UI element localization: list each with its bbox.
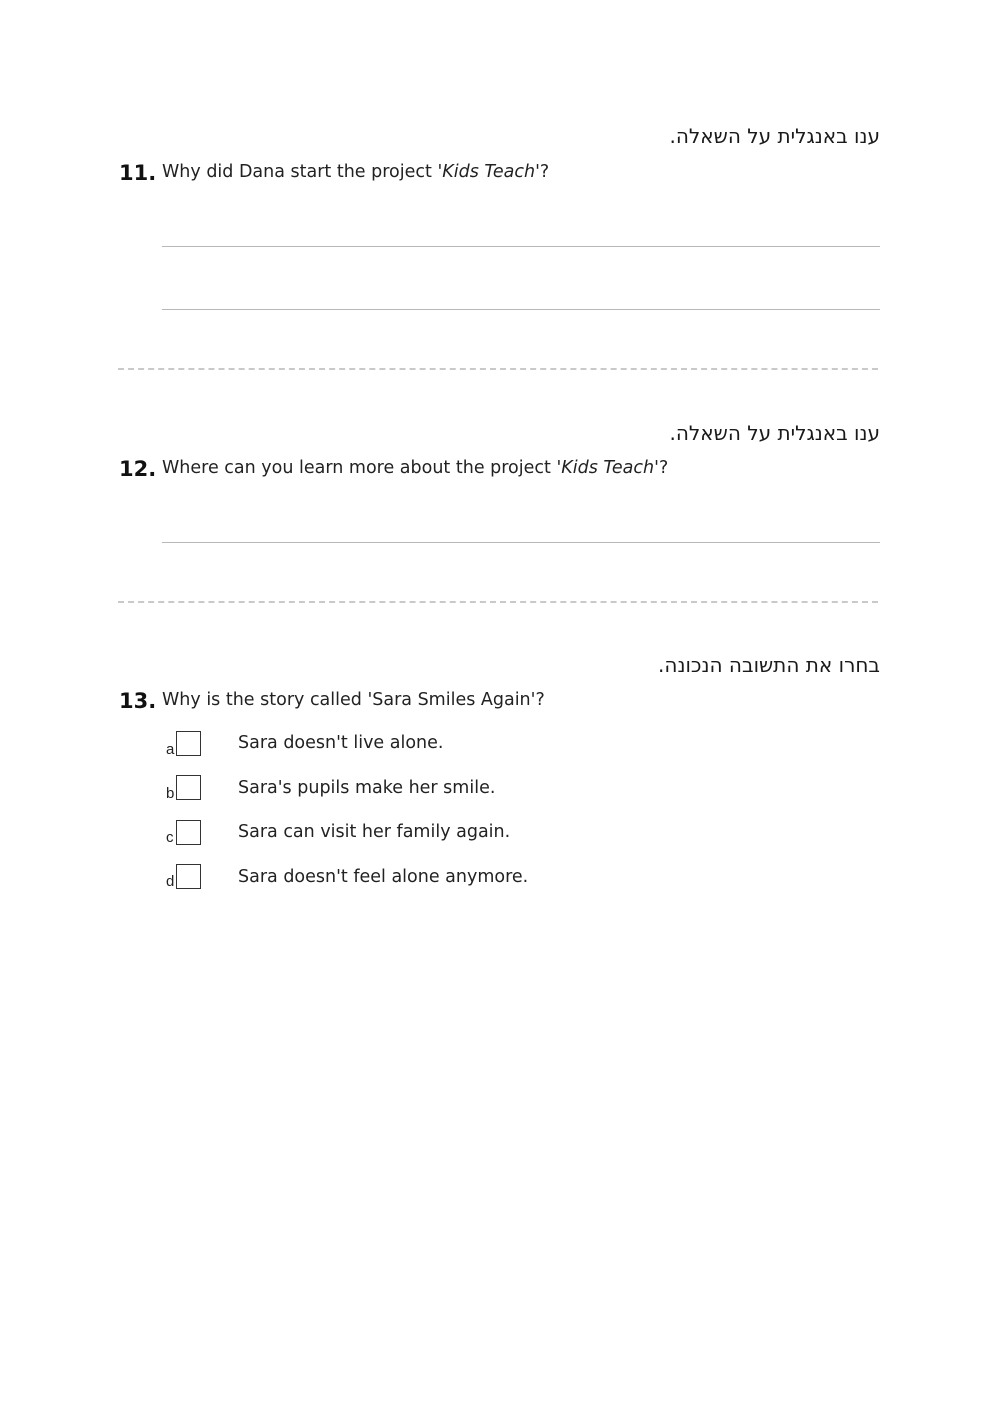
- question-12-text-start: Where can you learn more about the project: [162, 458, 557, 478]
- question-13-text: Why is the story called 'Sara Smiles Again'?: [162, 690, 545, 710]
- option-c-checkbox[interactable]: [176, 820, 201, 845]
- option-a-checkbox[interactable]: [176, 731, 201, 756]
- question-12-text: [162, 458, 668, 478]
- question-11-number: 11.: [119, 161, 157, 185]
- question-12-number: 12.: [119, 457, 157, 481]
- question-11-instruction: ענו באנגלית על השאלה.: [669, 124, 880, 148]
- option-c-text: Sara can visit her family again.: [238, 822, 511, 842]
- option-c-letter: c: [166, 829, 174, 846]
- option-d-letter: d: [166, 873, 175, 890]
- question-11-text: [162, 162, 549, 182]
- option-a-text: Sara doesn't live alone.: [238, 733, 444, 753]
- option-a-letter: a: [166, 741, 175, 758]
- question-11-text-end: ?: [539, 162, 550, 182]
- question-11-text-start: Why did Dana start the project: [162, 162, 438, 182]
- question-12-project-name: 'Kids Teach': [556, 458, 659, 478]
- option-b-checkbox[interactable]: [176, 775, 201, 800]
- section-divider: [118, 368, 878, 370]
- answer-line[interactable]: [162, 542, 880, 543]
- question-11-project-name: 'Kids Teach': [437, 162, 540, 182]
- answer-line[interactable]: [162, 309, 880, 310]
- option-d-checkbox[interactable]: [176, 864, 201, 889]
- option-d-text: Sara doesn't feel alone anymore.: [238, 867, 529, 887]
- question-13-instruction: בחרו את התשובה הנכונה.: [658, 653, 880, 677]
- option-b-text: Sara's pupils make her smile.: [238, 778, 496, 798]
- question-13-number: 13.: [119, 689, 157, 713]
- section-divider: [118, 601, 878, 603]
- question-12-instruction: ענו באנגלית על השאלה.: [669, 421, 880, 445]
- option-b-letter: b: [166, 785, 175, 802]
- answer-line[interactable]: [162, 246, 880, 247]
- question-12-text-end: ?: [658, 458, 669, 478]
